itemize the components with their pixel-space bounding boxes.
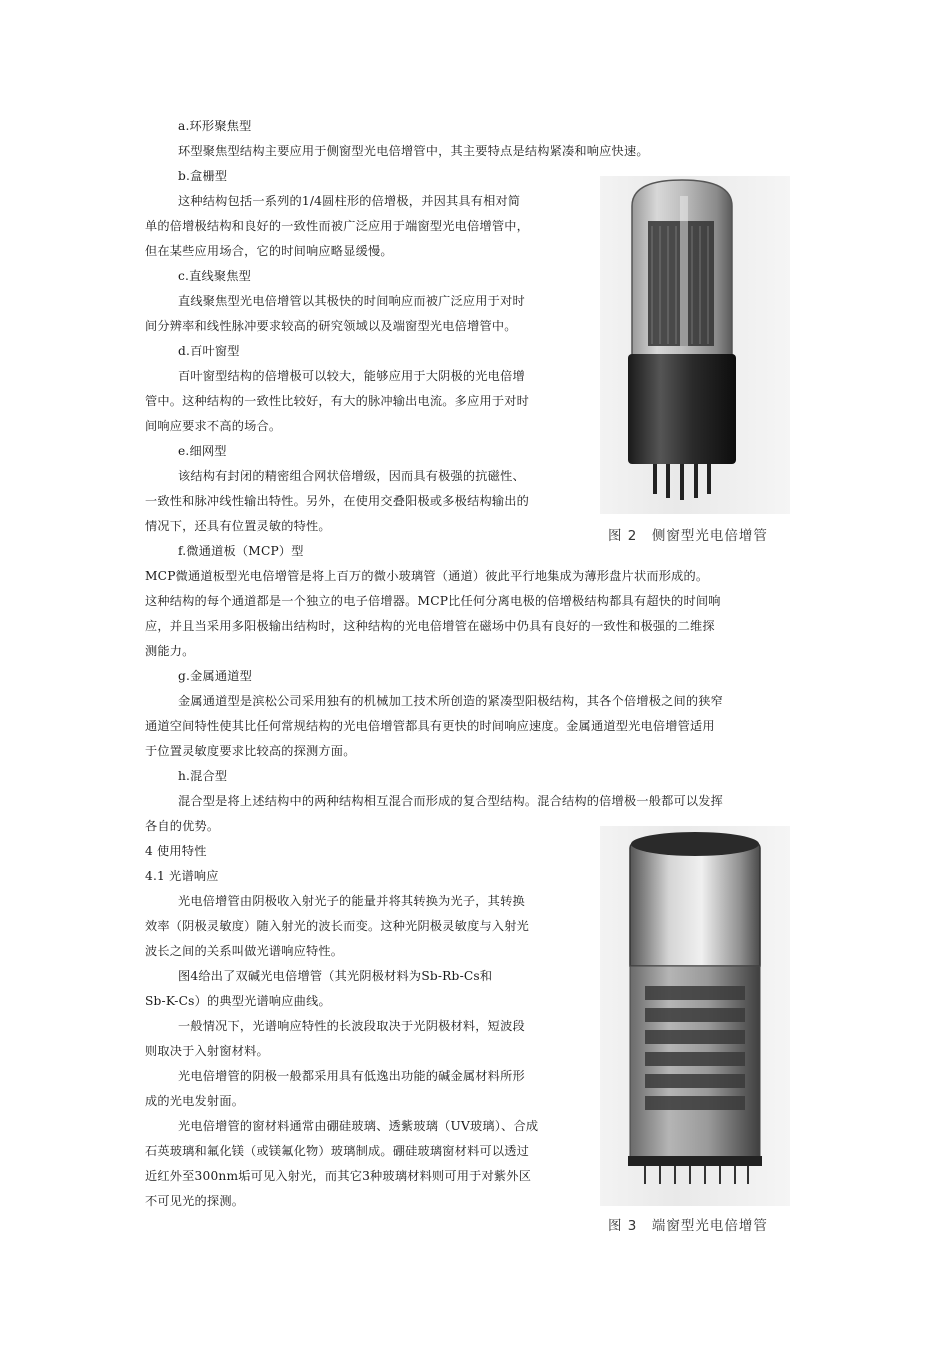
text-line: 各自的优势。 — [145, 819, 220, 833]
text-line: 混合型是将上述结构中的两种结构相互混合而形成的复合型结构。混合结构的倍增极一般都可以发挥 — [178, 794, 724, 808]
side-on-pmt-image — [600, 176, 790, 514]
text-line: 4.1 光谱响应 — [145, 869, 219, 883]
text-line: 石英玻璃和氟化镁（或镁氟化物）玻璃制成。硼硅玻璃窗材料可以透过 — [145, 1144, 530, 1158]
text-line: 应，并且当采用多阳极输出结构时，这种结构的光电倍增管在磁场中仍具有良好的一致性和极强的二维探 — [145, 619, 715, 633]
text-line: 环型聚焦型结构主要应用于侧窗型光电倍增管中，其主要特点是结构紧凑和响应快速。 — [178, 144, 649, 158]
text-line: h.混合型 — [178, 769, 228, 783]
text-line: 光电倍增管的窗材料通常由硼硅玻璃、透紫玻璃（UV玻璃）、合成 — [178, 1119, 539, 1133]
text-line: 这种结构包括一系列的1/4圆柱形的倍增极，并因其具有相对简 — [178, 194, 521, 208]
text-line: 但在某些应用场合，它的时间响应略显缓慢。 — [145, 244, 393, 258]
text-line: g.金属通道型 — [178, 669, 253, 683]
figure-2-caption: 图 2 侧窗型光电倍增管 — [608, 528, 768, 544]
text-line: f.微通道板（MCP）型 — [178, 544, 304, 558]
text-line: e.细网型 — [178, 444, 227, 458]
text-line: 4 使用特性 — [145, 844, 207, 858]
text-line: 不可见光的探测。 — [145, 1194, 245, 1208]
text-line: 波长之间的关系叫做光谱响应特性。 — [145, 944, 344, 958]
text-line: c.直线聚焦型 — [178, 269, 252, 283]
text-line: 光电倍增管的阴极一般都采用具有低逸出功能的碱金属材料所形 — [178, 1069, 525, 1083]
text-line: 间响应要求不高的场合。 — [145, 419, 282, 433]
text-line: 间分辨率和线性脉冲要求较高的研究领域以及端窗型光电倍增管中。 — [145, 319, 517, 333]
text-line: 成的光电发射面。 — [145, 1094, 245, 1108]
text-line: 情况下，还具有位置灵敏的特性。 — [145, 519, 331, 533]
text-line: 光电倍增管由阴极收入射光子的能量并将其转换为光子，其转换 — [178, 894, 525, 908]
text-line: 直线聚焦型光电倍增管以其极快的时间响应而被广泛应用于对时 — [178, 294, 525, 308]
text-line: 图4给出了双碱光电倍增管（其光阴极材料为Sb-Rb-Cs和 — [178, 969, 493, 983]
text-line: 测能力。 — [145, 644, 195, 658]
text-line: Sb-K-Cs）的典型光谱响应曲线。 — [145, 994, 331, 1008]
text-line: b.盒栅型 — [178, 169, 228, 183]
text-line: 单的倍增极结构和良好的一致性而被广泛应用于端窗型光电倍增管中， — [145, 219, 530, 233]
text-line: 一致性和脉冲线性输出特性。另外，在使用交叠阳极或多极结构输出的 — [145, 494, 530, 508]
text-line: a.环形聚焦型 — [178, 119, 252, 133]
text-line: 近红外至300nm垢可见入射光，而其它3种玻璃材料则可用于对紫外区 — [145, 1169, 532, 1183]
text-line: 于位置灵敏度要求比较高的探测方面。 — [145, 744, 356, 758]
text-line: 该结构有封闭的精密组合网状倍增级，因而具有极强的抗磁性、 — [178, 469, 525, 483]
text-line: d.百叶窗型 — [178, 344, 240, 358]
text-line: 一般情况下，光谱响应特性的长波段取决于光阴极材料，短波段 — [178, 1019, 525, 1033]
text-line: 通道空间特性使其比任何常规结构的光电倍增管都具有更快的时间响应速度。金属通道型光电倍增管适用 — [145, 719, 715, 733]
text-line: 百叶窗型结构的倍增极可以较大，能够应用于大阴极的光电倍增 — [178, 369, 525, 383]
text-line: 这种结构的每个通道都是一个独立的电子倍增器。MCP比任何分离电极的倍增极结构都具有超快的时间响 — [145, 594, 721, 608]
figure-3-caption: 图 3 端窗型光电倍增管 — [608, 1218, 768, 1234]
text-line: MCP微通道板型光电倍增管是将上百万的微小玻璃管（通道）彼此平行地集成为薄形盘片状而形成的。 — [145, 569, 709, 583]
text-line: 金属通道型是滨松公司采用独有的机械加工技术所创造的紧凑型阳极结构，其各个倍增极之间的狭窄 — [178, 694, 724, 708]
text-line: 管中。这种结构的一致性比较好，有大的脉冲输出电流。多应用于对时 — [145, 394, 530, 408]
text-line: 则取决于入射窗材料。 — [145, 1044, 269, 1058]
figure-3-head-on-pmt-photo — [600, 826, 790, 1206]
text-line: 效率（阴极灵敏度）随入射光的波长而变。这种光阴极灵敏度与入射光 — [145, 919, 530, 933]
head-on-pmt-image — [600, 826, 790, 1206]
figure-2-side-on-pmt-photo — [600, 176, 790, 514]
